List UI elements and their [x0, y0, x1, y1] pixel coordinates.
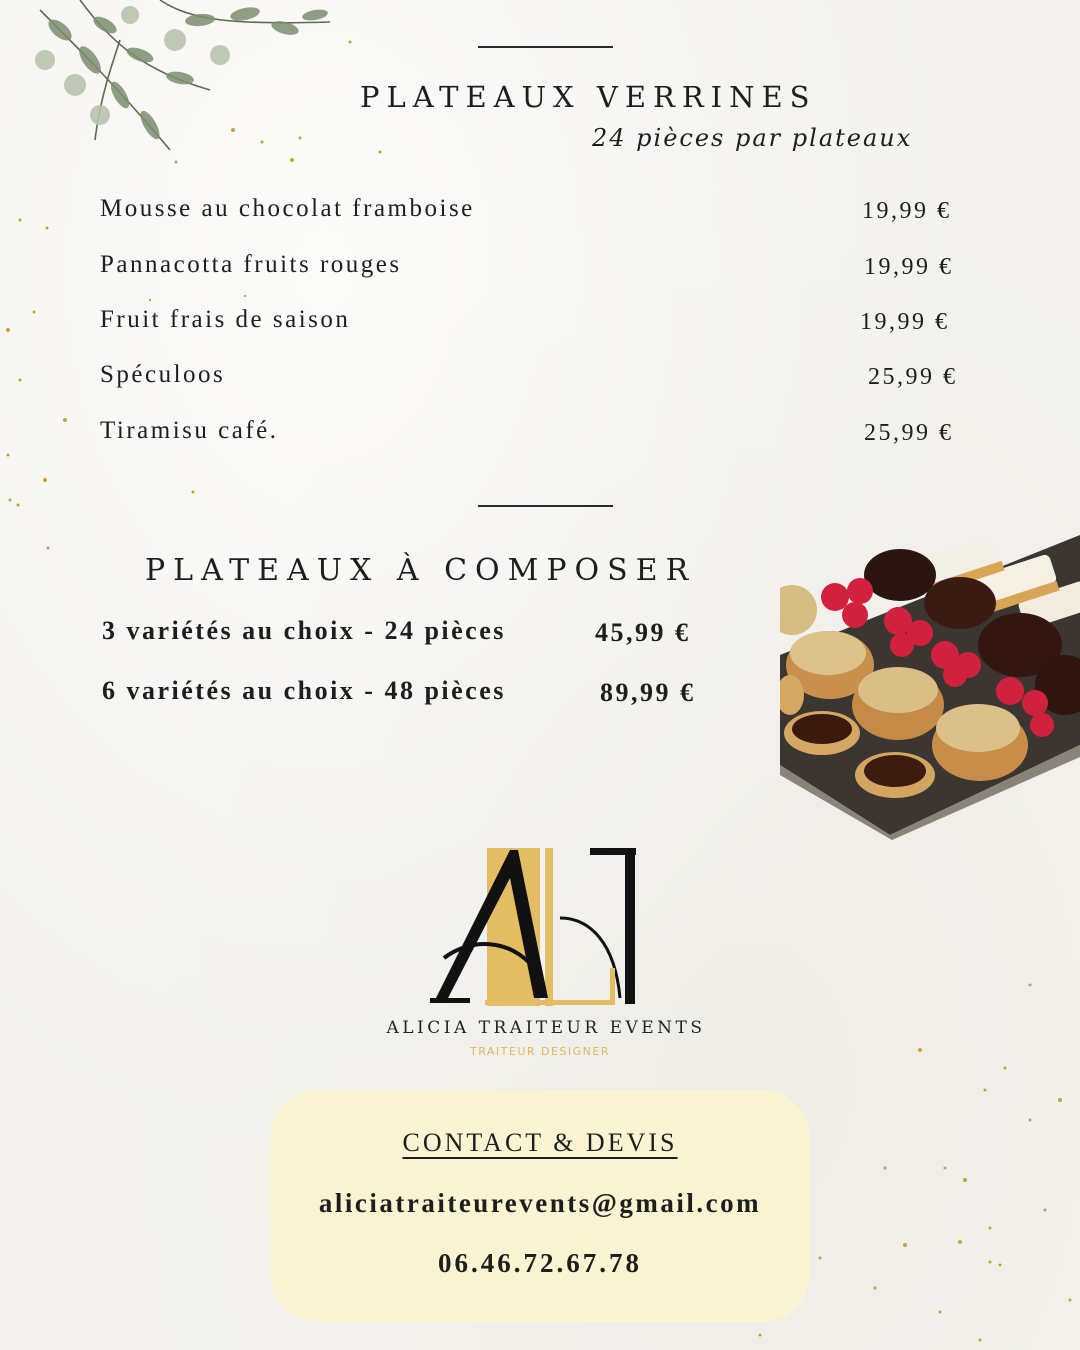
verrines-subtitle: 24 pièces par plateaux: [592, 124, 913, 152]
top-divider: [478, 46, 613, 48]
contact-box: [270, 1090, 810, 1322]
composer-option-label: 3 variétés au choix - 24 pièces: [102, 616, 506, 645]
composer-option-price: 89,99 €: [600, 678, 696, 707]
contact-phone[interactable]: 06.46.72.67.78: [438, 1248, 642, 1278]
verrine-item-name: Mousse au chocolat framboise: [100, 195, 475, 222]
verrines-title: PLATEAUX VERRINES: [360, 80, 817, 114]
contact-title: CONTACT & DEVIS: [402, 1128, 678, 1157]
verrine-item-price: 19,99 €: [860, 309, 950, 335]
verrine-item-name: Pannacotta fruits rouges: [100, 251, 402, 278]
verrine-item-price: 25,99 €: [868, 364, 958, 390]
contact-email[interactable]: aliciatraiteurevents@gmail.com: [318, 1188, 762, 1218]
middle-divider: [478, 505, 613, 507]
verrine-item-name: Tiramisu café.: [100, 417, 279, 444]
composer-option-price: 45,99 €: [595, 618, 691, 647]
composer-title: PLATEAUX À COMPOSER: [145, 553, 697, 588]
verrine-item-price: 19,99 €: [864, 254, 954, 280]
eucalyptus-leaves-illustration: [20, 0, 340, 155]
verrine-item-name: Spéculoos: [100, 361, 226, 388]
verrine-item-name: Fruit frais de saison: [100, 306, 351, 333]
composer-option-label: 6 variétés au choix - 48 pièces: [102, 676, 506, 705]
brand-name: ALICIA TRAITEUR EVENTS: [386, 1018, 706, 1038]
pastry-tray-photo: [780, 535, 1080, 840]
alicia-traiteur-logo: [430, 848, 640, 1008]
verrine-item-price: 25,99 €: [864, 420, 954, 446]
verrine-item-price: 19,99 €: [862, 198, 952, 224]
brand-tagline: TRAITEUR DESIGNER: [469, 1045, 611, 1058]
